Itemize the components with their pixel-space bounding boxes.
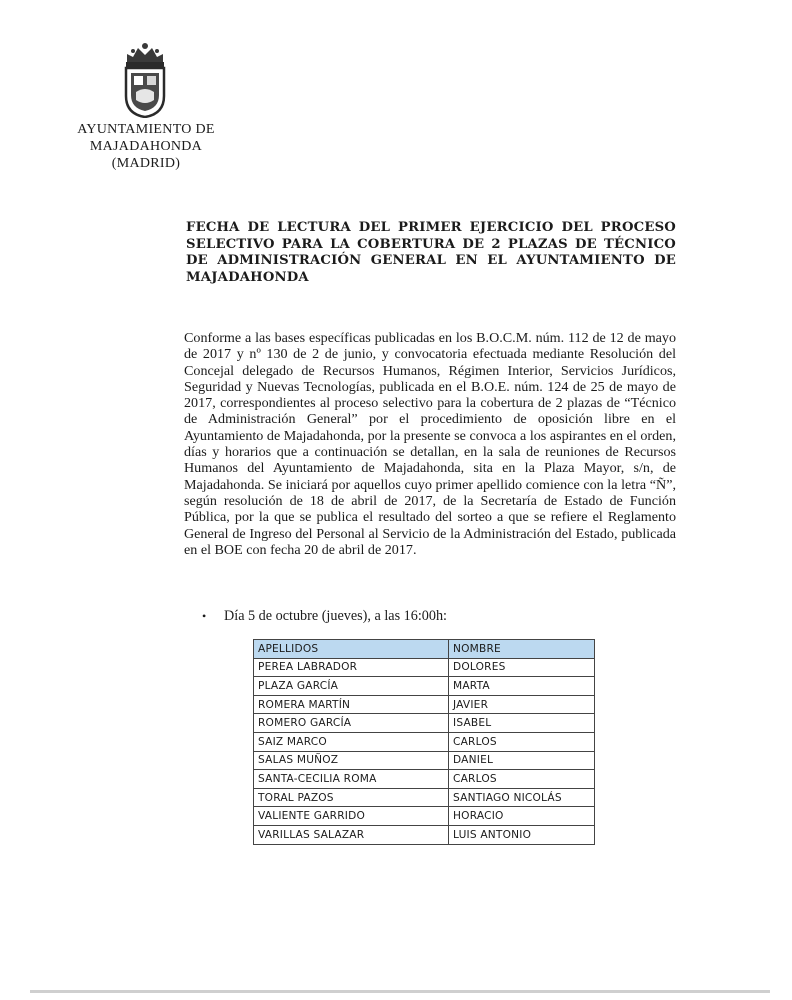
table-row xyxy=(254,658,595,677)
session-line xyxy=(202,607,622,625)
session-label: Día 5 de octubre (jueves), a las 16:00h: xyxy=(224,608,447,624)
column-header-nombre: NOMBRE xyxy=(449,640,595,659)
cell-apellidos: PLAZA GARCÍA xyxy=(254,677,449,696)
cell-nombre: DANIEL xyxy=(449,751,595,770)
cell-nombre: ISABEL xyxy=(449,714,595,733)
cell-nombre: JAVIER xyxy=(449,695,595,714)
organization-name xyxy=(64,121,228,172)
cell-apellidos: TORAL PAZOS xyxy=(254,788,449,807)
cell-apellidos: ROMERO GARCÍA xyxy=(254,714,449,733)
org-line: MAJADAHONDA xyxy=(89,139,203,154)
scan-edge-divider xyxy=(30,990,770,993)
document-title: FECHA DE LECTURA DEL PRIMER EJERCICIO DEL PROCESO SELECTIVO PARA LA COBERTURA DE 2 PLAZAS DE TÉCNICO DE ADMINISTRACIÓN GENERAL EN EL AYUNTAMIENTO DE MAJADAHONDA xyxy=(186,220,676,285)
org-line: (MADRID) xyxy=(111,156,181,171)
bullet-icon: • xyxy=(202,609,207,623)
cell-apellidos: SAIZ MARCO xyxy=(254,732,449,751)
cell-nombre: LUIS ANTONIO xyxy=(449,825,595,844)
cell-apellidos: VALIENTE GARRIDO xyxy=(254,807,449,826)
cell-nombre: MARTA xyxy=(449,677,595,696)
cell-nombre: CARLOS xyxy=(449,732,595,751)
org-line: AYUNTAMIENTO DE xyxy=(77,122,215,137)
column-header-apellidos: APELLIDOS xyxy=(254,640,449,659)
table-row xyxy=(254,732,595,751)
cell-apellidos: VARILLAS SALAZAR xyxy=(254,825,449,844)
cell-apellidos: PEREA LABRADOR xyxy=(254,658,449,677)
table-row xyxy=(254,695,595,714)
candidates-table xyxy=(253,639,595,845)
body-paragraph: Conforme a las bases específicas publicadas en los B.O.C.M. núm. 112 de 12 de mayo de 2017 y nº 130 de 2 de junio, y convocatoria efectuada mediante Resolución del Concejal delegado de Recursos Humanos, Régimen Interior, Servicios Jurídicos, Seguridad y Nuevas Tecnologías, publicada en el B.O.E. núm. 124 de 25 de mayo de 2017, correspondientes al proceso selectivo para la cobertura de 2 plazas de “Técnico de Administración General” por el procedimiento de oposición libre en el Ayuntamiento de Majadahonda, por la presente se convoca a los aspirantes en el orden, días y horarios que a continuación se detallan, en la sala de reuniones de Recursos Humanos del Ayuntamiento de Majadahonda, sita en la Plaza Mayor, s/n, de Majadahonda. Se iniciará por aquellos cuyo primer apellido comience con la letra “Ñ”, según resolución de 18 de abril de 2017, de la Secretaría de Estado de Función Pública, por la que se publica el resultado del sorteo a que se refiere el Reglamento General de Ingreso del Personal al Servicio de la Administración del Estado, publicada en el BOE con fecha 20 de abril de 2017. xyxy=(184,330,676,558)
table-row xyxy=(254,751,595,770)
cell-nombre: HORACIO xyxy=(449,807,595,826)
table-header-row xyxy=(254,640,595,659)
table-row xyxy=(254,714,595,733)
cell-nombre: DOLORES xyxy=(449,658,595,677)
table-row xyxy=(254,788,595,807)
cell-apellidos: SALAS MUÑOZ xyxy=(254,751,449,770)
table-row xyxy=(254,825,595,844)
coat-of-arms-icon xyxy=(119,42,171,118)
cell-nombre: SANTIAGO NICOLÁS xyxy=(449,788,595,807)
cell-apellidos: SANTA-CECILIA ROMA xyxy=(254,770,449,789)
cell-apellidos: ROMERA MARTÍN xyxy=(254,695,449,714)
cell-nombre: CARLOS xyxy=(449,770,595,789)
table-row xyxy=(254,677,595,696)
table-row xyxy=(254,770,595,789)
table-row xyxy=(254,807,595,826)
